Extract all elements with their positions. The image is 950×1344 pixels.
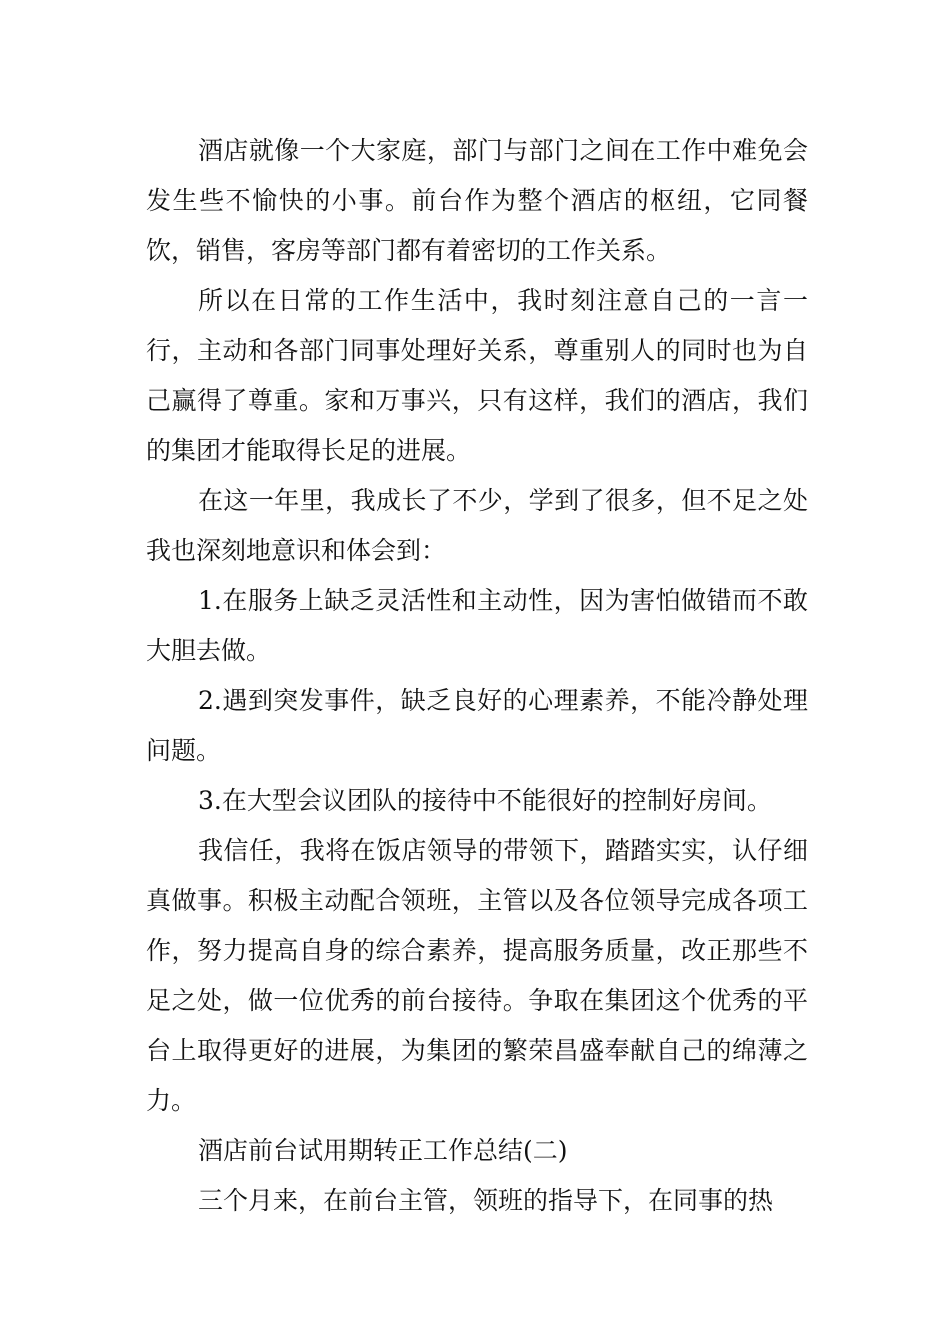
- paragraph-family-metaphor: 酒店就像一个大家庭，部门与部门之间在工作中难免会发生些不愉快的小事。前台作为整个酒店的枢纽，它同餐饮，销售，客房等部门都有着密切的工作关系。: [146, 136, 808, 265]
- paragraph-shortcomings-intro: 在这一年里，我成长了不少，学到了很多，但不足之处我也深刻地意识和体会到：: [146, 486, 808, 565]
- list-item-1: 1.在服务上缺乏灵活性和主动性，因为害怕做错而不敢大胆去做。: [146, 586, 808, 665]
- list-item-2: 2.遇到突发事件，缺乏良好的心理素养，不能冷静处理问题。: [146, 686, 808, 765]
- document-body: [146, 126, 808, 1226]
- paragraph-relations: 所以在日常的工作生活中，我时刻注意自己的一言一行，主动和各部门同事处理好关系，尊重别人的同时也为自己赢得了尊重。家和万事兴，只有这样，我们的酒店，我们的集团才能取得长足的进展。: [146, 286, 808, 465]
- paragraph-commitment: 我信任，我将在饭店领导的带领下，踏踏实实，认仔细真做事。积极主动配合领班，主管以及各位领导完成各项工作，努力提高自身的综合素养，提高服务质量，改正那些不足之处，做一位优秀的前台接待。争取在集团这个优秀的平台上取得更好的进展，为集团的繁荣昌盛奉献自己的绵薄之力。: [146, 836, 808, 1115]
- section-heading: 酒店前台试用期转正工作总结(二): [198, 1136, 568, 1165]
- paragraph-section-two-start: 三个月来，在前台主管，领班的指导下，在同事的热: [198, 1186, 774, 1215]
- list-item-3: 3.在大型会议团队的接待中不能很好的控制好房间。: [198, 786, 772, 815]
